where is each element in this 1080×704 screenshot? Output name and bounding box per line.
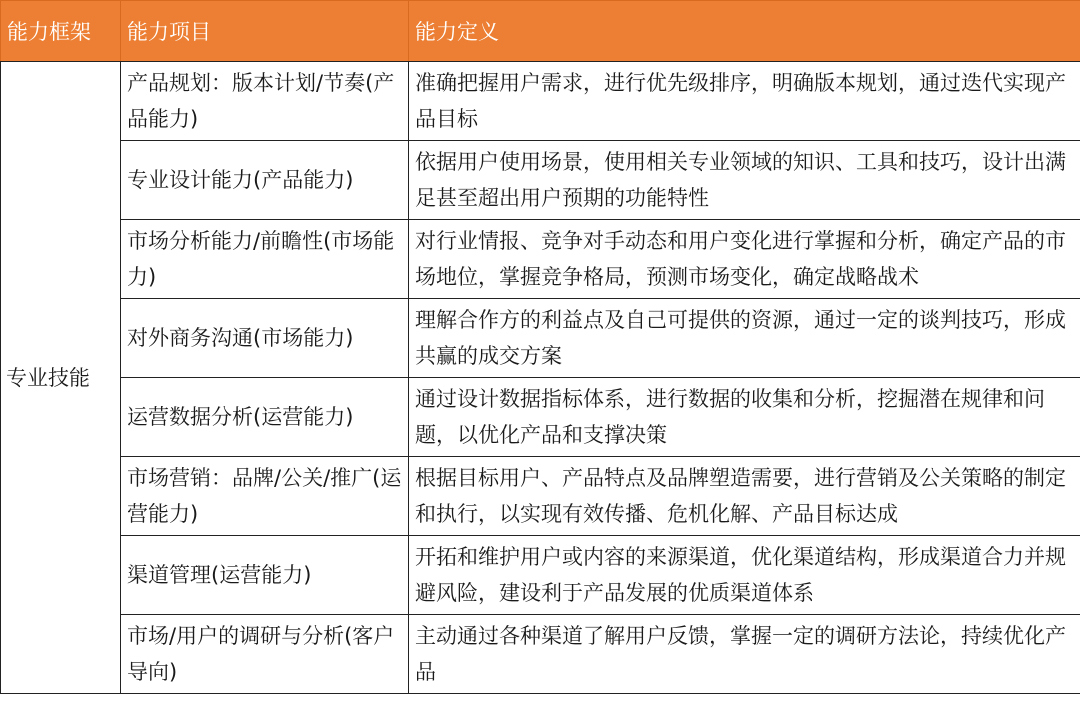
table-row bbox=[1, 141, 1080, 220]
definition-cell: 理解合作方的利益点及自己可提供的资源，通过一定的谈判技巧，形成共赢的成交方案 bbox=[409, 299, 1080, 378]
item-cell: 运营数据分析(运营能力) bbox=[121, 378, 409, 457]
table-row bbox=[1, 299, 1080, 378]
table-row bbox=[1, 536, 1080, 615]
definition-cell: 依据用户使用场景，使用相关专业领域的知识、工具和技巧，设计出满足甚至超出用户预期的功能特性 bbox=[409, 141, 1080, 220]
definition-cell: 主动通过各种渠道了解用户反馈，掌握一定的调研方法论，持续优化产品 bbox=[409, 615, 1080, 694]
table-row bbox=[1, 457, 1080, 536]
header-definition: 能力定义 bbox=[409, 1, 1080, 62]
item-cell: 市场/用户的调研与分析(客户导向) bbox=[121, 615, 409, 694]
category-cell: 专业技能 bbox=[1, 62, 121, 694]
item-cell: 专业设计能力(产品能力) bbox=[121, 141, 409, 220]
item-cell: 产品规划：版本计划/节奏(产品能力) bbox=[121, 62, 409, 141]
table-row bbox=[1, 220, 1080, 299]
item-cell: 对外商务沟通(市场能力) bbox=[121, 299, 409, 378]
header-framework: 能力框架 bbox=[1, 1, 121, 62]
definition-cell: 根据目标用户、产品特点及品牌塑造需要，进行营销及公关策略的制定和执行，以实现有效传播、危机化解、产品目标达成 bbox=[409, 457, 1080, 536]
definition-cell: 对行业情报、竞争对手动态和用户变化进行掌握和分析，确定产品的市场地位，掌握竞争格局，预测市场变化，确定战略战术 bbox=[409, 220, 1080, 299]
definition-cell: 通过设计数据指标体系，进行数据的收集和分析，挖掘潜在规律和问题，以优化产品和支撑决策 bbox=[409, 378, 1080, 457]
table-row bbox=[1, 62, 1080, 141]
definition-cell: 准确把握用户需求，进行优先级排序，明确版本规划，通过迭代实现产品目标 bbox=[409, 62, 1080, 141]
item-cell: 渠道管理(运营能力) bbox=[121, 536, 409, 615]
header-item: 能力项目 bbox=[121, 1, 409, 62]
table-row bbox=[1, 615, 1080, 694]
item-cell: 市场营销：品牌/公关/推广(运营能力) bbox=[121, 457, 409, 536]
header-row bbox=[1, 1, 1080, 62]
definition-cell: 开拓和维护用户或内容的来源渠道，优化渠道结构，形成渠道合力并规避风险，建设利于产品发展的优质渠道体系 bbox=[409, 536, 1080, 615]
table-row bbox=[1, 378, 1080, 457]
item-cell: 市场分析能力/前瞻性(市场能力) bbox=[121, 220, 409, 299]
